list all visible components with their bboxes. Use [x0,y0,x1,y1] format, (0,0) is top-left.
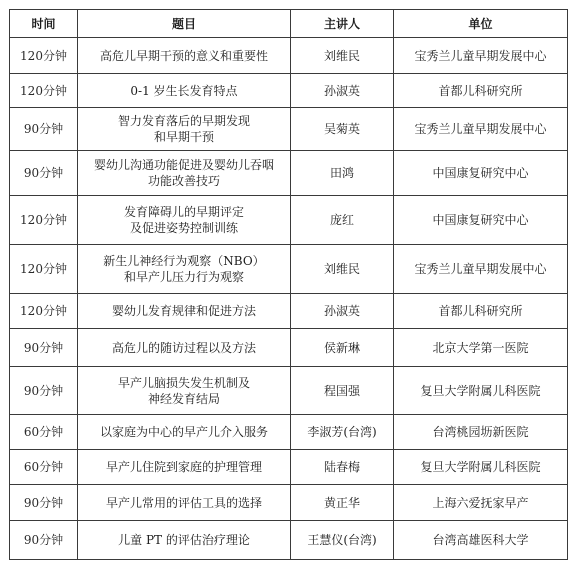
table-row [10,367,568,415]
cell-time: 90分钟 [10,521,78,560]
cell-time: 90分钟 [10,367,78,415]
table-row [10,415,568,450]
topic-line: 高危儿早期干预的意义和重要性 [99,48,268,63]
cell-time: 90分钟 [10,108,78,151]
topic-line: 早产儿脑损失发生机制及 [117,375,250,390]
cell-topic [78,74,291,108]
cell-org: 宝秀兰儿童早期发展中心 [394,245,568,294]
cell-time: 90分钟 [10,151,78,196]
table-row [10,196,568,245]
table-header-row [10,10,568,38]
schedule-table [9,9,568,560]
cell-org: 复旦大学附属儿科医院 [394,367,568,415]
cell-speaker: 李淑芳(台湾) [291,415,394,450]
table-row [10,151,568,196]
cell-org: 台湾桃园坜新医院 [394,415,568,450]
topic-line: 儿童 PT 的评估治疗理论 [118,533,250,547]
cell-org: 台湾高雄医科大学 [394,521,568,560]
cell-org: 复旦大学附属儿科医院 [394,450,568,485]
cell-speaker: 刘维民 [291,245,394,294]
cell-speaker: 刘维民 [291,38,394,74]
table-body [10,38,568,560]
table-row [10,294,568,329]
cell-speaker: 黄正华 [291,485,394,521]
cell-speaker: 吴菊英 [291,108,394,151]
cell-speaker: 侯新琳 [291,329,394,367]
cell-org: 中国康复研究中心 [394,151,568,196]
topic-line: 早产儿住院到家庭的护理管理 [105,460,262,474]
cell-time: 90分钟 [10,329,78,367]
topic-line: 智力发育落后的早期发现 [117,114,250,128]
header-org: 单位 [394,10,568,38]
cell-org: 首都儿科研究所 [394,74,568,108]
cell-topic [78,38,291,74]
cell-time: 120分钟 [10,196,78,245]
table-row [10,108,568,151]
cell-org: 宝秀兰儿童早期发展中心 [394,108,568,151]
topic-line: 和早产儿压力行为观察 [123,270,244,284]
cell-time: 60分钟 [10,415,78,450]
cell-topic [78,521,291,560]
topic-line: 功能改善技巧 [147,174,220,188]
table-row [10,38,568,74]
cell-speaker: 王慧仪(台湾) [291,521,394,560]
cell-speaker: 庞红 [291,196,394,245]
cell-topic [78,108,291,151]
topic-line: 神经发育结局 [147,391,220,406]
cell-speaker: 陆春梅 [291,450,394,485]
topic-line: 高危儿的随访过程以及方法 [111,340,256,355]
cell-speaker: 孙淑英 [291,294,394,329]
table-row [10,245,568,294]
cell-org: 宝秀兰儿童早期发展中心 [394,38,568,74]
cell-time: 120分钟 [10,74,78,108]
topic-line: 早产儿常用的评估工具的选择 [105,495,262,510]
cell-speaker: 程国强 [291,367,394,415]
cell-topic [78,245,291,294]
cell-topic [78,151,291,196]
cell-topic [78,415,291,450]
topic-line: 发育障碍儿的早期评定 [123,205,244,219]
cell-topic [78,450,291,485]
cell-topic [78,294,291,329]
cell-topic [78,329,291,367]
topic-line: 和早期干预 [153,130,214,144]
table-row [10,485,568,521]
cell-org: 北京大学第一医院 [394,329,568,367]
cell-org: 上海六爱抚家早产 [394,485,568,521]
cell-time: 120分钟 [10,38,78,74]
cell-speaker: 孙淑英 [291,74,394,108]
table-row [10,450,568,485]
table-row [10,329,568,367]
cell-org: 中国康复研究中心 [394,196,568,245]
cell-time: 120分钟 [10,245,78,294]
cell-time: 120分钟 [10,294,78,329]
topic-line: 及促进姿势控制训练 [129,221,238,235]
cell-topic [78,485,291,521]
topic-line: 以家庭为中心的早产儿介入服务 [99,425,268,439]
topic-line: 0-1 岁生长发育特点 [130,83,238,98]
topic-line: 婴幼儿发育规律和促进方法 [111,304,256,318]
cell-time: 90分钟 [10,485,78,521]
cell-time: 60分钟 [10,450,78,485]
cell-org: 首都儿科研究所 [394,294,568,329]
table-row [10,74,568,108]
header-time: 时间 [10,10,78,38]
topic-line: 婴幼儿沟通功能促进及婴幼儿吞咽 [93,158,274,172]
table-row [10,521,568,560]
cell-speaker: 田鸿 [291,151,394,196]
header-topic: 题目 [78,10,291,38]
header-speaker: 主讲人 [291,10,394,38]
cell-topic [78,196,291,245]
topic-line: 新生儿神经行为观察（NBO） [103,254,265,268]
cell-topic [78,367,291,415]
